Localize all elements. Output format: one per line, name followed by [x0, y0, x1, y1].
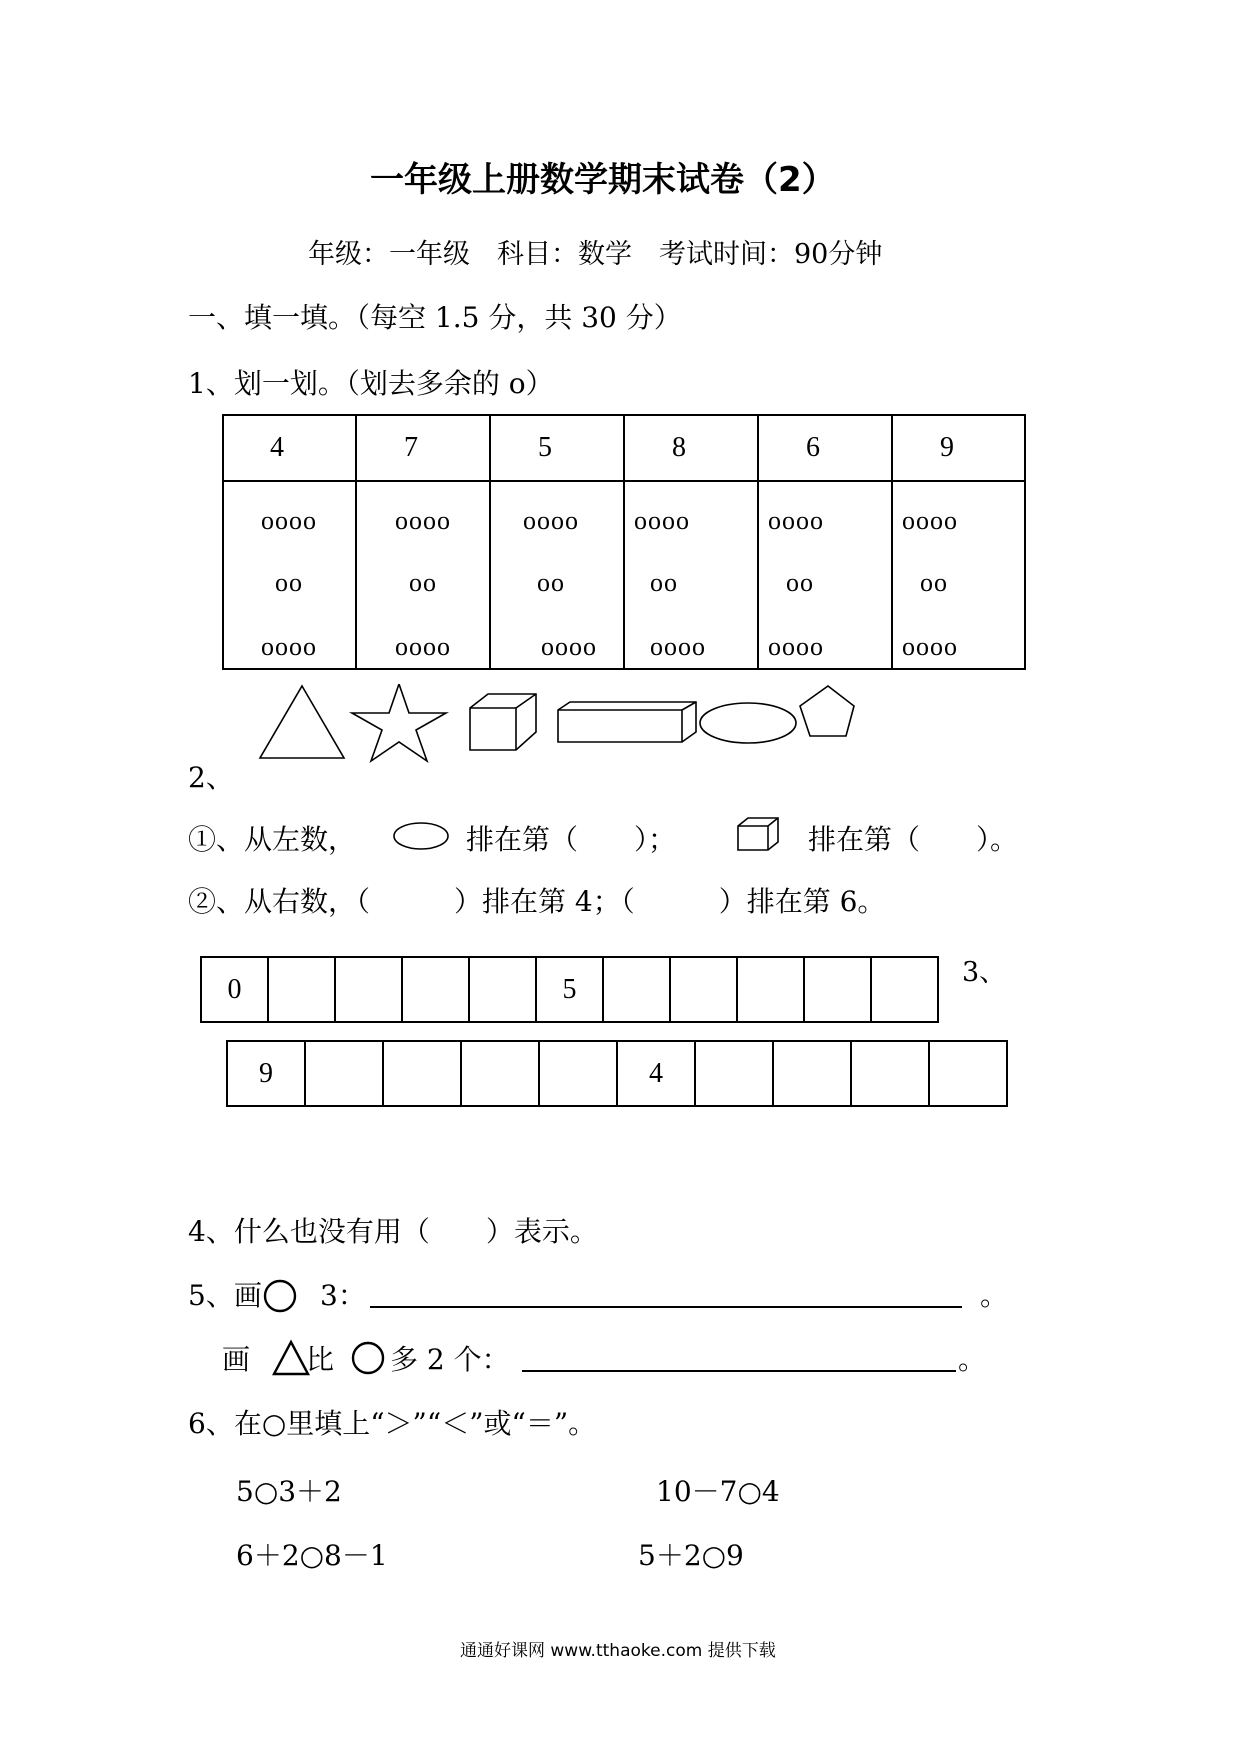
question-6-label: 6、在○里填上“＞”“＜”或“＝”。 — [188, 1407, 597, 1440]
question-3-label: 3、 — [962, 957, 1007, 988]
circles-row-bottom: oooo — [768, 632, 824, 661]
sequence-cell[interactable] — [267, 956, 336, 1023]
cube-icon — [470, 694, 536, 750]
section-heading: 一、填一填。（每空 1.5 分，共 30 分） — [188, 301, 682, 334]
circles-row-top: oooo — [523, 506, 579, 535]
table-number-cell: 4 — [270, 431, 284, 463]
circles-row-middle: oo — [650, 568, 678, 597]
question-5-count: 3： — [320, 1279, 366, 1312]
question-5b-start: 画 — [222, 1343, 251, 1376]
sequence-cell[interactable] — [669, 956, 738, 1023]
question-2-sub1-start: ①、从左数， — [188, 823, 357, 856]
compare-item: 5○3＋2 — [236, 1475, 342, 1508]
sequence-cell[interactable] — [538, 1040, 618, 1107]
circles-row-bottom: oooo — [902, 632, 958, 661]
count-table — [222, 414, 1026, 670]
sequence-cell[interactable] — [460, 1040, 540, 1107]
page-title: 一年级上册数学期末试卷（2） — [370, 160, 836, 200]
sequence-cell[interactable] — [382, 1040, 462, 1107]
sequence-cell[interactable] — [304, 1040, 384, 1107]
ellipse-icon — [392, 820, 452, 854]
sequence-row-2 — [226, 1040, 1026, 1107]
question-5-period: 。 — [980, 1279, 1009, 1312]
table-number-cell: 6 — [806, 431, 820, 463]
question-1-label: 1、划一划。（划去多余的 o） — [188, 367, 554, 400]
sequence-cell[interactable] — [401, 956, 470, 1023]
table-number-cell: 7 — [404, 431, 418, 463]
sequence-cell[interactable] — [850, 1040, 930, 1107]
sequence-cell[interactable]: 4 — [616, 1040, 696, 1107]
circles-row-top: oooo — [395, 506, 451, 535]
table-number-cell: 8 — [672, 431, 686, 463]
footer-credit: 通通好课网 www.tthaoke.com 提供下载 — [460, 1641, 776, 1661]
triangle-icon — [260, 686, 344, 758]
circles-row-middle: oo — [275, 568, 303, 597]
star-icon — [352, 684, 446, 761]
sequence-cell[interactable] — [928, 1040, 1008, 1107]
circles-row-middle: oo — [409, 568, 437, 597]
sequence-cell[interactable]: 9 — [226, 1040, 306, 1107]
compare-item: 5＋2○9 — [638, 1539, 744, 1572]
pentagon-icon — [800, 686, 854, 736]
question-2-sub1-end: 排在第（ ）。 — [808, 823, 1019, 856]
sequence-cell[interactable] — [803, 956, 872, 1023]
compare-item: 10－7○4 — [656, 1475, 780, 1508]
cuboid-icon — [558, 702, 696, 742]
circles-row-bottom: oooo — [650, 632, 706, 661]
compare-item: 6＋2○8－1 — [236, 1539, 388, 1572]
sequence-cell[interactable] — [468, 956, 537, 1023]
question-5-start: 5、画 — [188, 1279, 262, 1312]
sequence-cell[interactable] — [772, 1040, 852, 1107]
circles-row-middle: oo — [537, 568, 565, 597]
question-5b-compare: 比 — [306, 1343, 335, 1376]
question-5b-period: 。 — [958, 1343, 987, 1376]
sequence-cell[interactable]: 0 — [200, 956, 269, 1023]
cube-icon — [736, 814, 782, 854]
circles-row-top: oooo — [902, 506, 958, 535]
answer-line[interactable] — [370, 1306, 962, 1308]
question-2-label: 2、 — [188, 761, 234, 794]
ellipse-icon — [700, 703, 796, 743]
table-number-cell: 5 — [538, 431, 552, 463]
circles-row-middle: oo — [920, 568, 948, 597]
exam-info: 年级：一年级 科目：数学 考试时间：90分钟 — [308, 239, 883, 270]
sequence-cell[interactable] — [736, 956, 805, 1023]
circles-row-top: oooo — [768, 506, 824, 535]
circles-row-bottom: oooo — [541, 632, 597, 661]
answer-line[interactable] — [522, 1370, 956, 1372]
sequence-cell[interactable]: 5 — [535, 956, 604, 1023]
sequence-cell[interactable] — [334, 956, 403, 1023]
shapes-row — [258, 684, 862, 784]
question-2-sub2: ②、从右数，（ ）排在第 4；（ ）排在第 6。 — [188, 885, 886, 918]
sequence-cell[interactable] — [602, 956, 671, 1023]
circle-icon — [260, 1276, 300, 1316]
circles-row-top: oooo — [634, 506, 690, 535]
question-4: 4、什么也没有用（ ）表示。 — [188, 1215, 598, 1248]
sequence-row-1 — [200, 956, 959, 1023]
question-5b-more: 多 2 个： — [390, 1343, 510, 1376]
sequence-cell[interactable] — [870, 956, 939, 1023]
table-number-cell: 9 — [940, 431, 954, 463]
circles-row-top: oooo — [261, 506, 317, 535]
circles-row-middle: oo — [786, 568, 814, 597]
question-2-sub1-middle: 排在第（ ）； — [466, 823, 677, 856]
circles-row-bottom: oooo — [261, 632, 317, 661]
sequence-cell[interactable] — [694, 1040, 774, 1107]
circle-icon — [348, 1338, 388, 1378]
circles-row-bottom: oooo — [395, 632, 451, 661]
